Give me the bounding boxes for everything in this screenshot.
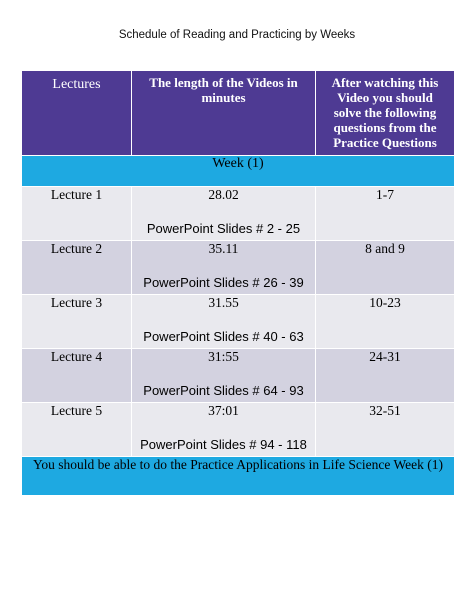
lecture-name: Lecture 2	[22, 241, 132, 295]
table-row	[22, 349, 455, 403]
video-duration: 35.11	[208, 241, 239, 256]
header-video-length: The length of the Videos in minutes	[132, 71, 316, 156]
video-duration: 31.55	[208, 295, 239, 310]
powerpoint-slides: PowerPoint Slides # 2 - 25	[146, 221, 301, 236]
lecture-name: Lecture 1	[22, 187, 132, 241]
header-practice-questions: After watching this Video you should solve the following questions from the Practice Questions	[316, 71, 455, 156]
table-row	[22, 295, 455, 349]
lecture-length-cell	[132, 187, 316, 241]
video-duration: 37:01	[208, 403, 239, 418]
lecture-length-cell	[132, 349, 316, 403]
practice-questions: 1-7	[316, 187, 455, 241]
powerpoint-slides: PowerPoint Slides # 40 - 63	[143, 329, 304, 344]
table-header-row	[22, 71, 455, 156]
schedule-table	[21, 70, 455, 496]
powerpoint-slides: PowerPoint Slides # 94 - 118	[140, 437, 307, 452]
practice-questions: 8 and 9	[316, 241, 455, 295]
footer-row	[22, 457, 455, 496]
powerpoint-slides: PowerPoint Slides # 26 - 39	[143, 275, 304, 290]
week-label: Week (1)	[22, 156, 455, 187]
practice-applications-note: You should be able to do the Practice Applications in Life Science Week (1)	[22, 457, 455, 496]
table-row	[22, 187, 455, 241]
header-lectures: Lectures	[22, 71, 132, 156]
lecture-name: Lecture 5	[22, 403, 132, 457]
lecture-name: Lecture 4	[22, 349, 132, 403]
practice-questions: 24-31	[316, 349, 455, 403]
practice-questions: 32-51	[316, 403, 455, 457]
week-row	[22, 156, 455, 187]
powerpoint-slides: PowerPoint Slides # 64 - 93	[143, 383, 304, 398]
lecture-length-cell	[132, 403, 316, 457]
lecture-name: Lecture 3	[22, 295, 132, 349]
video-duration: 31:55	[208, 349, 239, 364]
practice-questions: 10-23	[316, 295, 455, 349]
page-title: Schedule of Reading and Practicing by Weeks	[118, 29, 356, 41]
table-row	[22, 241, 455, 295]
lecture-length-cell	[132, 241, 316, 295]
video-duration: 28.02	[208, 187, 239, 202]
table-row	[22, 403, 455, 457]
lecture-length-cell	[132, 295, 316, 349]
